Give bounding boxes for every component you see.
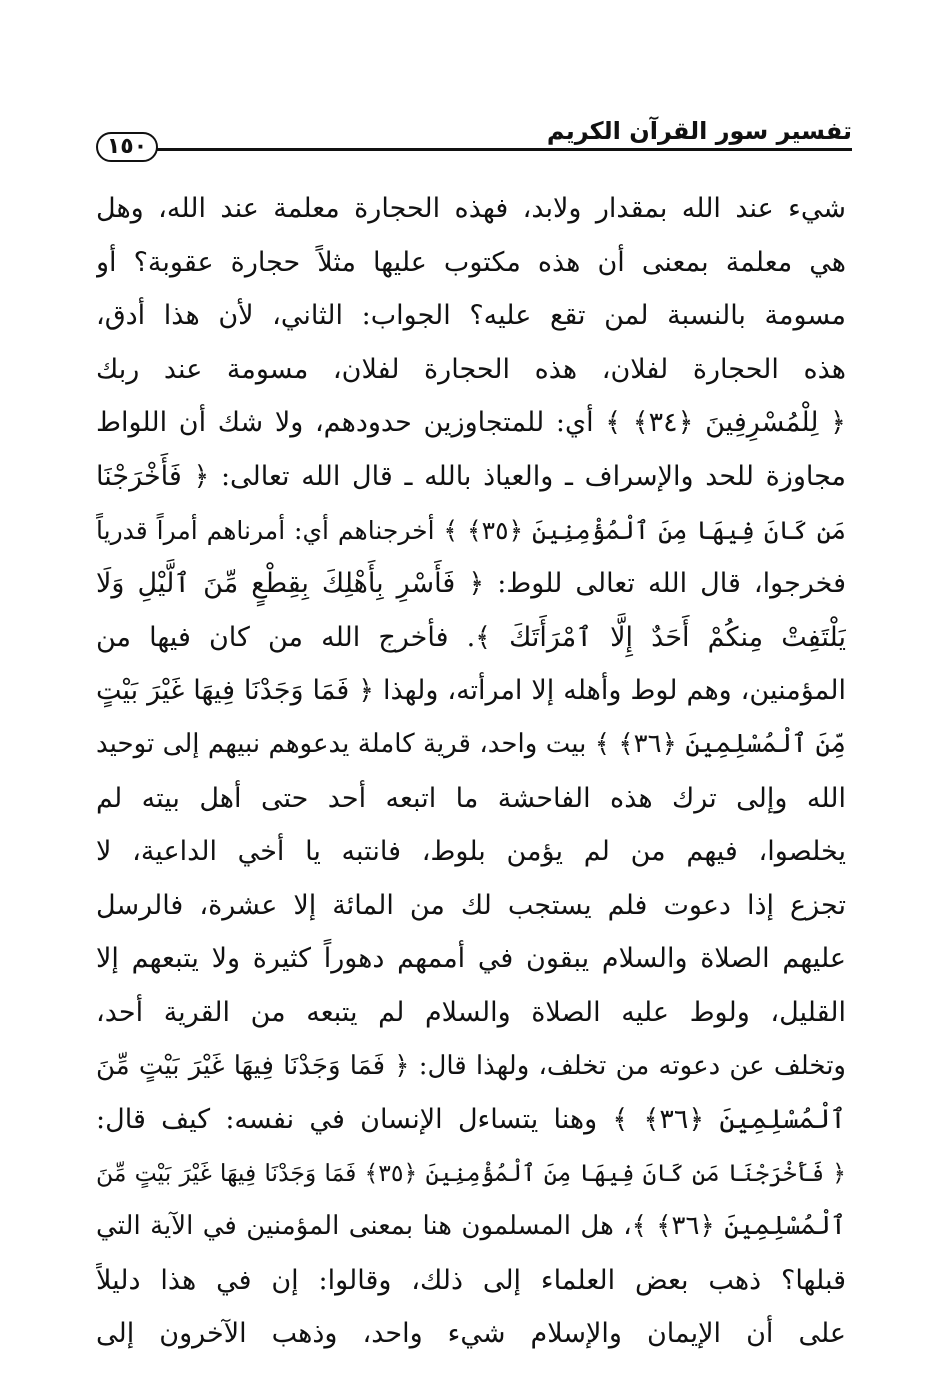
text-line: ٱلْمُسْلِمِينَ ﴿٣٦﴾ ﴾ وهنا يتساءل الإنسان في نفسه: كيف قال: [96, 1104, 846, 1136]
page-header [96, 112, 852, 162]
text-line: هي معلمة بمعنى أن هذه مكتوب عليها مثلاً حجارة عقوبة؟ أو [96, 246, 846, 278]
text-line: القليل، ولوط عليه الصلاة والسلام لم يتبعه من القرية أحد، [96, 996, 846, 1028]
text-line: عليهم الصلاة والسلام يبقون في أممهم دهوراً كثيرة ولا يتبعهم إلا [96, 943, 846, 975]
text-line: هذه الحجارة لفلان، هذه الحجارة لفلان، مسومة عند ربك [96, 353, 846, 385]
text-line: على أن الإيمان والإسلام شيء واحد، وذهب الآخرون إلى [96, 1318, 846, 1350]
text-line: تجزع إذا دعوت فلم يستجب لك من المائة إلا عشرة، فالرسل [96, 889, 846, 921]
text-line: المؤمنين، وهم لوط وأهله إلا امرأته، ولهذا ﴿ فَمَا وَجَدْنَا فِيهَا غَيْرَ بَيْتٍ [96, 675, 846, 707]
text-line: مجاوزة للحد والإسراف ـ والعياذ بالله ـ قال الله تعالى: ﴿ فَأَخْرَجْنَا [96, 460, 846, 492]
header-rule [156, 148, 852, 151]
text-line: الله وإلى ترك هذه الفاحشة ما اتبعه أحد حتى أهل بيته لم [96, 782, 846, 814]
text-line: يَلْتَفِتْ مِنكُمْ أَحَدٌ إِلَّا ٱمْرَأَتَكَ ﴾. فأخرج الله من كان فيها من [96, 621, 846, 653]
text-line: مسومة بالنسبة لمن تقع عليه؟ الجواب: الثاني، لأن هذا أدق، [96, 300, 846, 332]
text-line: ﴿ فَأَخْرَجْنَا مَن كَانَ فِيهَا مِنَ ٱلْمُؤْمِنِينَ ﴿٣٥﴾ فَمَا وَجَدْنَا فِيهَا غَيْرَ بَيْتٍ مِّنَ [96, 1158, 846, 1187]
text-line: وتخلف عن دعوته من تخلف، ولهذا قال: ﴿ فَمَا وَجَدْنَا فِيهَا غَيْرَ بَيْتٍ مِّنَ [96, 1050, 846, 1081]
text-line: قبلها؟ ذهب بعض العلماء إلى ذلك، وقالوا: إن في هذا دليلاً [96, 1264, 846, 1296]
text-line: مَن كَانَ فِيهَا مِنَ ٱلْمُؤْمِنِينَ ﴿٣٥﴾ ﴾ أخرجناهم أي: أمرناهم أمراً قدرياً [96, 515, 846, 545]
text-line: يخلصوا، فيهم من لم يؤمن بلوط، فانتبه يا أخي الداعية، لا [96, 836, 846, 868]
book-title: تفسير سور القرآن الكريم [546, 117, 852, 145]
page-number: ١٥٠ [96, 132, 158, 162]
text-line: فخرجوا، قال الله تعالى للوط: ﴿ فَأَسْرِ بِأَهْلِكَ بِقِطْعٍ مِّنَ ٱلَّيْلِ وَلَا [96, 568, 846, 600]
page-body [96, 182, 846, 1361]
text-line: ٱلْمُسْلِمِينَ ﴿٣٦﴾ ﴾، هل المسلمون هنا بمعنى المؤمنين في الآية التي [96, 1211, 846, 1242]
text-line: مِّنَ ٱلْمُسْلِمِينَ ﴿٣٦﴾ ﴾ بيت واحد، قرية كاملة يدعوهم نبيهم إلى توحيد [96, 728, 846, 759]
text-line: ﴿ لِلْمُسْرِفِينَ ﴿٣٤﴾ ﴾ أي: للمتجاوزين حدودهم، ولا شك أن اللواط [96, 407, 846, 439]
text-line: شيء عند الله بمقدار ولابد، فهذه الحجارة معلمة عند الله، وهل [96, 193, 846, 224]
